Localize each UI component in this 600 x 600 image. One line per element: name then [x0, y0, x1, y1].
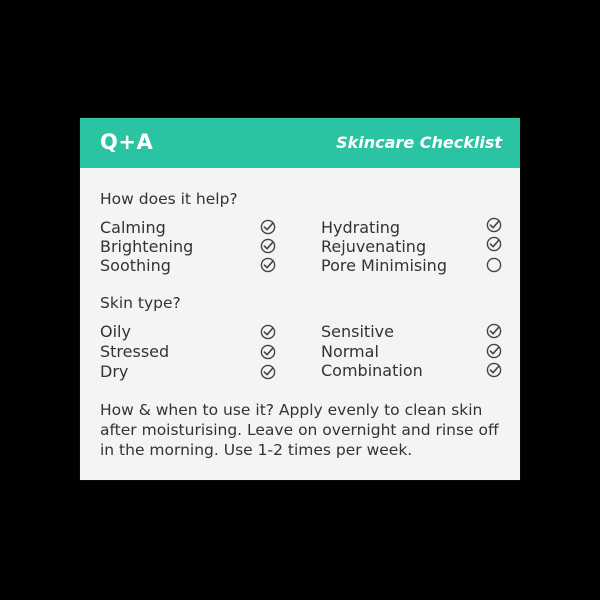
- help-item-calming: Calming: [100, 218, 166, 237]
- check-circle-icon: [260, 324, 276, 340]
- checklist-card: [80, 118, 520, 480]
- check-circle-icon: [260, 238, 276, 254]
- skin-item-oily: Oily: [100, 322, 131, 341]
- skin-item-sensitive: Sensitive: [321, 322, 394, 341]
- usage-instructions: How & when to use it? Apply evenly to clean skin after moisturising. Leave on overnight and rinse off in the morning. Use 1-2 times per week.: [100, 401, 499, 459]
- help-heading: How does it help?: [100, 190, 238, 208]
- help-item-rejuvenating: Rejuvenating: [321, 237, 427, 256]
- help-item-soothing: Soothing: [100, 256, 171, 275]
- skin-item-combination: Combination: [321, 361, 423, 380]
- check-circle-icon: [486, 343, 502, 359]
- card-header: [80, 118, 520, 168]
- check-circle-icon: [486, 362, 502, 378]
- card-title: Skincare Checklist: [336, 133, 502, 152]
- help-item-pore-minimising: Pore Minimising: [321, 256, 447, 275]
- help-item-brightening: Brightening: [100, 237, 194, 256]
- check-circle-icon: [260, 257, 276, 273]
- empty-circle-icon: [486, 257, 502, 273]
- help-item-hydrating: Hydrating: [321, 218, 401, 237]
- skin-type-heading: Skin type?: [100, 294, 181, 312]
- check-circle-icon: [486, 236, 502, 252]
- check-circle-icon: [260, 219, 276, 235]
- check-circle-icon: [486, 323, 502, 339]
- brand-logo: Q+A: [100, 130, 154, 154]
- check-circle-icon: [260, 344, 276, 360]
- skin-item-normal: Normal: [321, 342, 379, 361]
- check-circle-icon: [260, 364, 276, 380]
- skin-item-stressed: Stressed: [100, 342, 170, 361]
- check-circle-icon: [486, 217, 502, 233]
- skin-item-dry: Dry: [100, 362, 129, 381]
